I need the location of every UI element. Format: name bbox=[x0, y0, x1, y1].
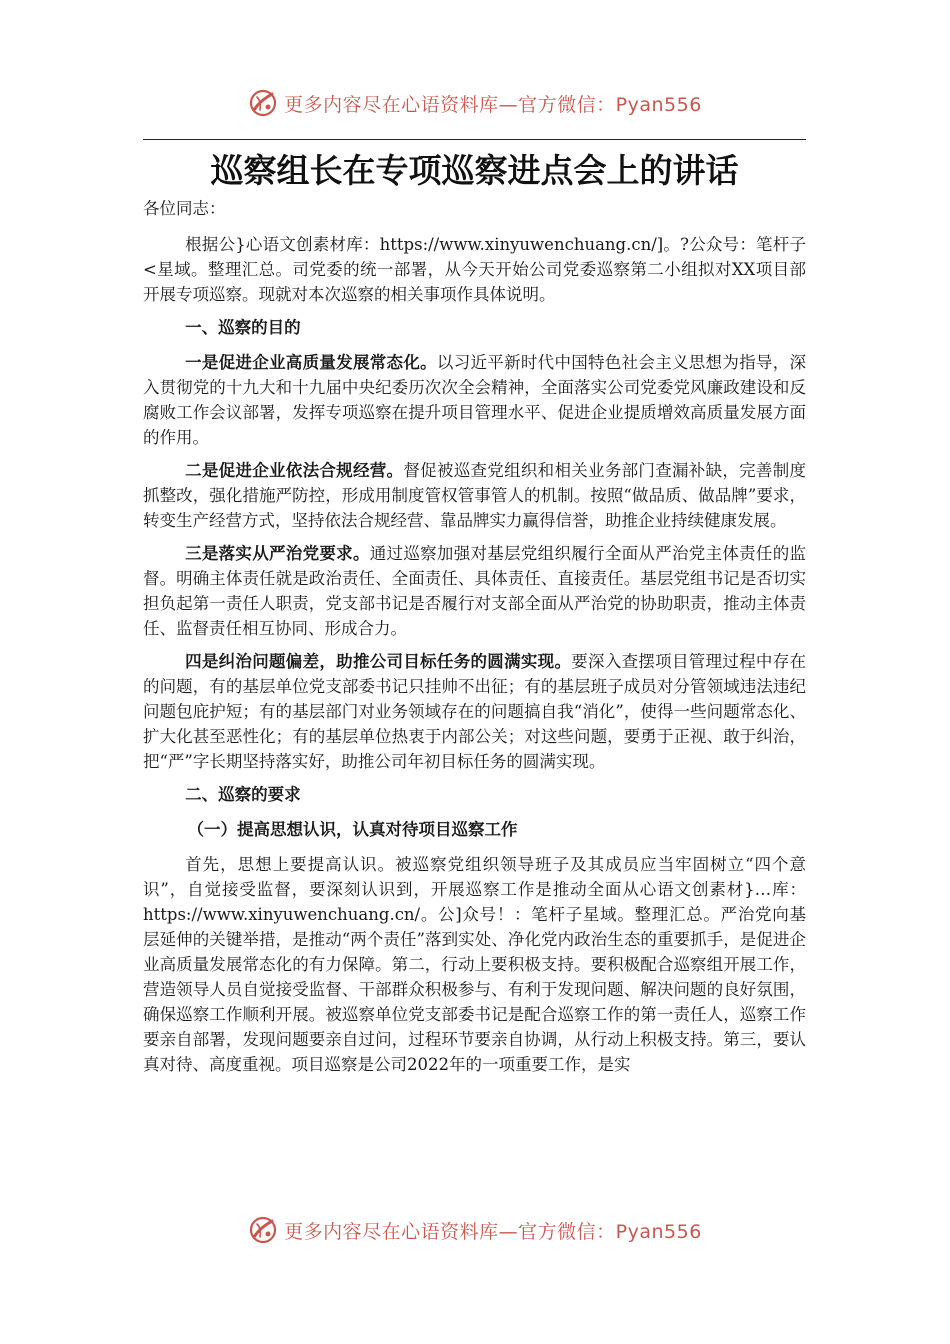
point-text: 督促被巡查党组织和相关业务部门查漏补缺，完善制度抓整改，强化措施严防控，形成用制度管权管事管人的机制。按照“做品质、做品牌”要求，转变生产经营方式，坚持依法合规经营、靠品牌实力赢得信誉，助推企业持续健康发展。 bbox=[143, 461, 807, 530]
point-text: 通过巡察加强对基层党组织履行全面从严治党主体责任的监督。明确主体责任就是政治责任、全面责任、具体责任、直接责任。基层党组书记是否切实担负起第一责任人职责，党支部书记是否履行对支部全面从严治党的协助职责，推动主体责任、监督责任相互协同、形成合力。 bbox=[143, 544, 807, 638]
point-lead: 一是促进企业高质量发展常态化。 bbox=[185, 353, 437, 372]
footer-watermark-banner bbox=[0, 1210, 950, 1250]
intro-paragraph: 根据公}心语文创素材库：https://www.xinyuwenchuang.cn/]。?公众号：笔杆子<星域。整理汇总。司党委的统一部署，从今天开始公司党委巡察第二小组拟对XX项目部开展专项巡察。现就对本次巡察的相关事项作具体说明。 bbox=[143, 235, 806, 304]
point-lead: 四是纠治问题偏差，助推公司目标任务的圆满实现。 bbox=[185, 652, 572, 671]
section-heading: 一、巡察的目的 bbox=[185, 318, 301, 337]
point-paragraph bbox=[143, 458, 806, 533]
header-rule bbox=[143, 139, 806, 140]
section-heading: 二、巡察的要求 bbox=[185, 785, 301, 804]
point-text: 以习近平新时代中国特色社会主义思想为指导，深入贯彻党的十九大和十九届中央纪委历次次全会精神，全面落实公司党委党风廉政建设和反腐败工作会议部署，发挥专项巡察在提升项目管理水平、促进企业提质增效高质量发展方面的作用。 bbox=[143, 353, 807, 447]
document-title: 巡察组长在专项巡察进点会上的讲话 bbox=[210, 151, 739, 190]
point-lead: 三是落实从严治党要求。 bbox=[185, 544, 370, 563]
brush-logo-icon bbox=[248, 88, 278, 118]
point-text: 要深入查摆项目管理过程中存在的问题，有的基层单位党支部委书记只挂帅不出征；有的基层班子成员对分管领域违法违纪问题包庇护短；有的基层部门对业务领域存在的问题搞自我“消化”，使得一些问题常态化、扩大化甚至恶性化；有的基层单位热衷于内部公关；对这些问题，要勇于正视、敢于纠治，把“严”字长期坚持落实好，助推公司年初目标任务的圆满实现。 bbox=[143, 652, 807, 771]
point-paragraph bbox=[143, 350, 806, 450]
document-body bbox=[143, 196, 806, 1085]
subsection-heading: （一）提高思想认识，认真对待项目巡察工作 bbox=[187, 820, 518, 839]
point-lead: 二是促进企业依法合规经营。 bbox=[185, 461, 404, 480]
point-paragraph bbox=[143, 649, 806, 774]
watermark-text: 更多内容尽在心语资料库—官方微信：Pyan556 bbox=[284, 1220, 702, 1243]
body-paragraph: 首先，思想上要提高认识。被巡察党组织领导班子及其成员应当牢固树立“四个意识”，自觉接受监督，要深刻认识到，开展巡察工作是推动全面从心语文创素材}…库：https://www.xinyuwenchuang.cn/。公]众号！：笔杆子星域。整理汇总。严治党向基层延伸的关键举措，是推动“两个责任”落到实处、净化党内政治生态的重要抓手，是促进企业高质量发展常态化的有力保障。第二，行动上要积极支持。要积极配合巡察组开展工作，营造领导人员自觉接受监督、干部群众积极参与、有利于发现问题、解决问题的良好氛围，确保巡察工作顺利开展。被巡察单位党支部委书记是配合巡察工作的第一责任人，巡察工作要亲自部署，发现问题要亲自过问，过程环节要亲自协调，从行动上积极支持。第三，要认真对待、高度重视。项目巡察是公司2022年的一项重要工作，是实 bbox=[143, 855, 806, 1074]
point-paragraph bbox=[143, 541, 806, 641]
header-watermark-banner bbox=[0, 83, 950, 123]
salutation: 各位同志： bbox=[143, 199, 226, 218]
watermark-text: 更多内容尽在心语资料库—官方微信：Pyan556 bbox=[284, 93, 702, 116]
brush-logo-icon bbox=[248, 1215, 278, 1245]
